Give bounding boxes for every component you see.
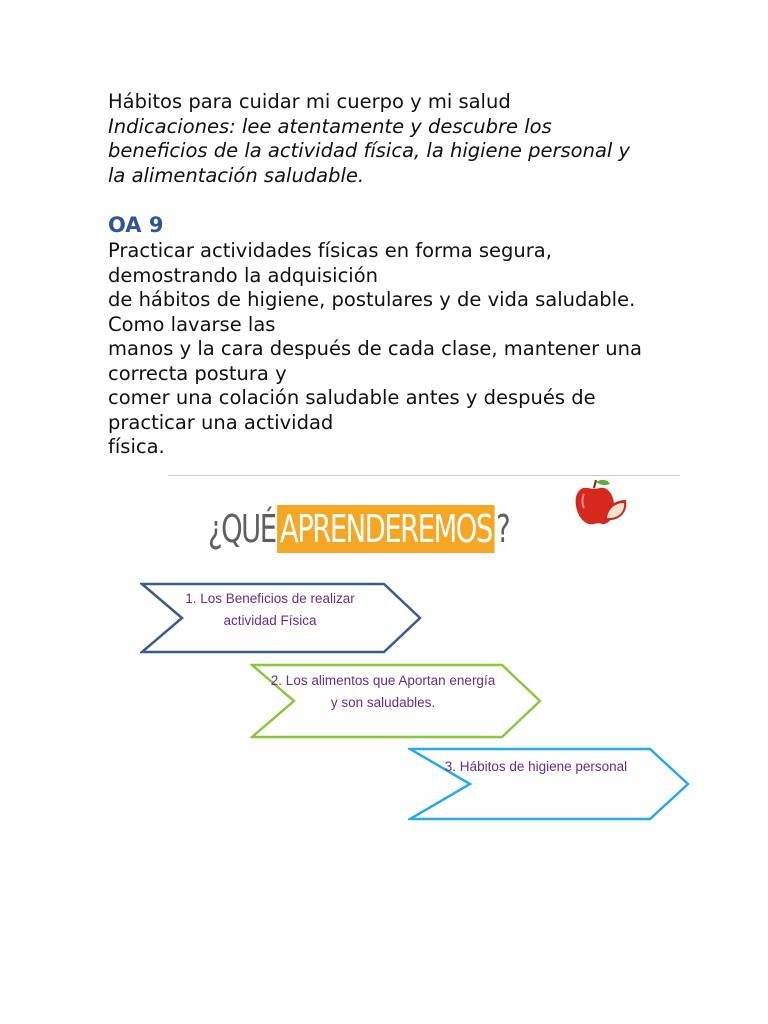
title-highlight: APRENDEREMOS	[277, 505, 495, 553]
oa-line: de hábitos de higiene, postulares y de vida saludable.	[108, 288, 636, 311]
oa-line: manos y la cara después de cada clase, mantener una	[108, 337, 642, 360]
separator-line	[168, 475, 680, 476]
document-title: Hábitos para cuidar mi cuerpo y mi salud	[108, 90, 511, 113]
document-text	[108, 90, 708, 460]
title-prefix: ¿QUÉ	[208, 507, 276, 551]
arrow-label-2-line1: 2. Los alimentos que Aportan energía	[270, 673, 496, 688]
oa-line: practicar una actividad	[108, 410, 334, 434]
arrow-label-3	[436, 756, 636, 778]
arrow-label-3-line1: 3. Hábitos de higiene personal	[444, 759, 628, 774]
que-aprenderemos-title	[208, 498, 509, 560]
instructions-line: la alimentación saludable.	[108, 163, 365, 187]
oa-heading: OA 9	[108, 213, 164, 237]
oa-line: demostrando la adquisición	[108, 263, 378, 287]
arrow-label-1-line1: 1. Los Beneficios de realizar	[185, 591, 355, 606]
instructions-line: Indicaciones: lee atentamente y descubre los	[108, 114, 552, 138]
oa-line: física.	[108, 435, 165, 458]
oa-line: Practicar actividades físicas en forma segura,	[108, 239, 552, 262]
arrow-label-2-line2: y son saludables.	[330, 695, 436, 710]
arrow-label-2	[258, 670, 508, 714]
oa-line: comer una colación saludable antes y después de	[108, 386, 596, 409]
title-suffix: ?	[496, 507, 510, 551]
oa-line: correcta postura y	[108, 361, 287, 385]
arrow-label-1	[160, 588, 380, 632]
arrow-label-1-line2: actividad Física	[223, 613, 317, 628]
instructions-line: beneficios de la actividad física, la higiene personal y	[108, 139, 631, 162]
apple-icon	[574, 478, 630, 528]
oa-line: Como lavarse las	[108, 312, 276, 336]
